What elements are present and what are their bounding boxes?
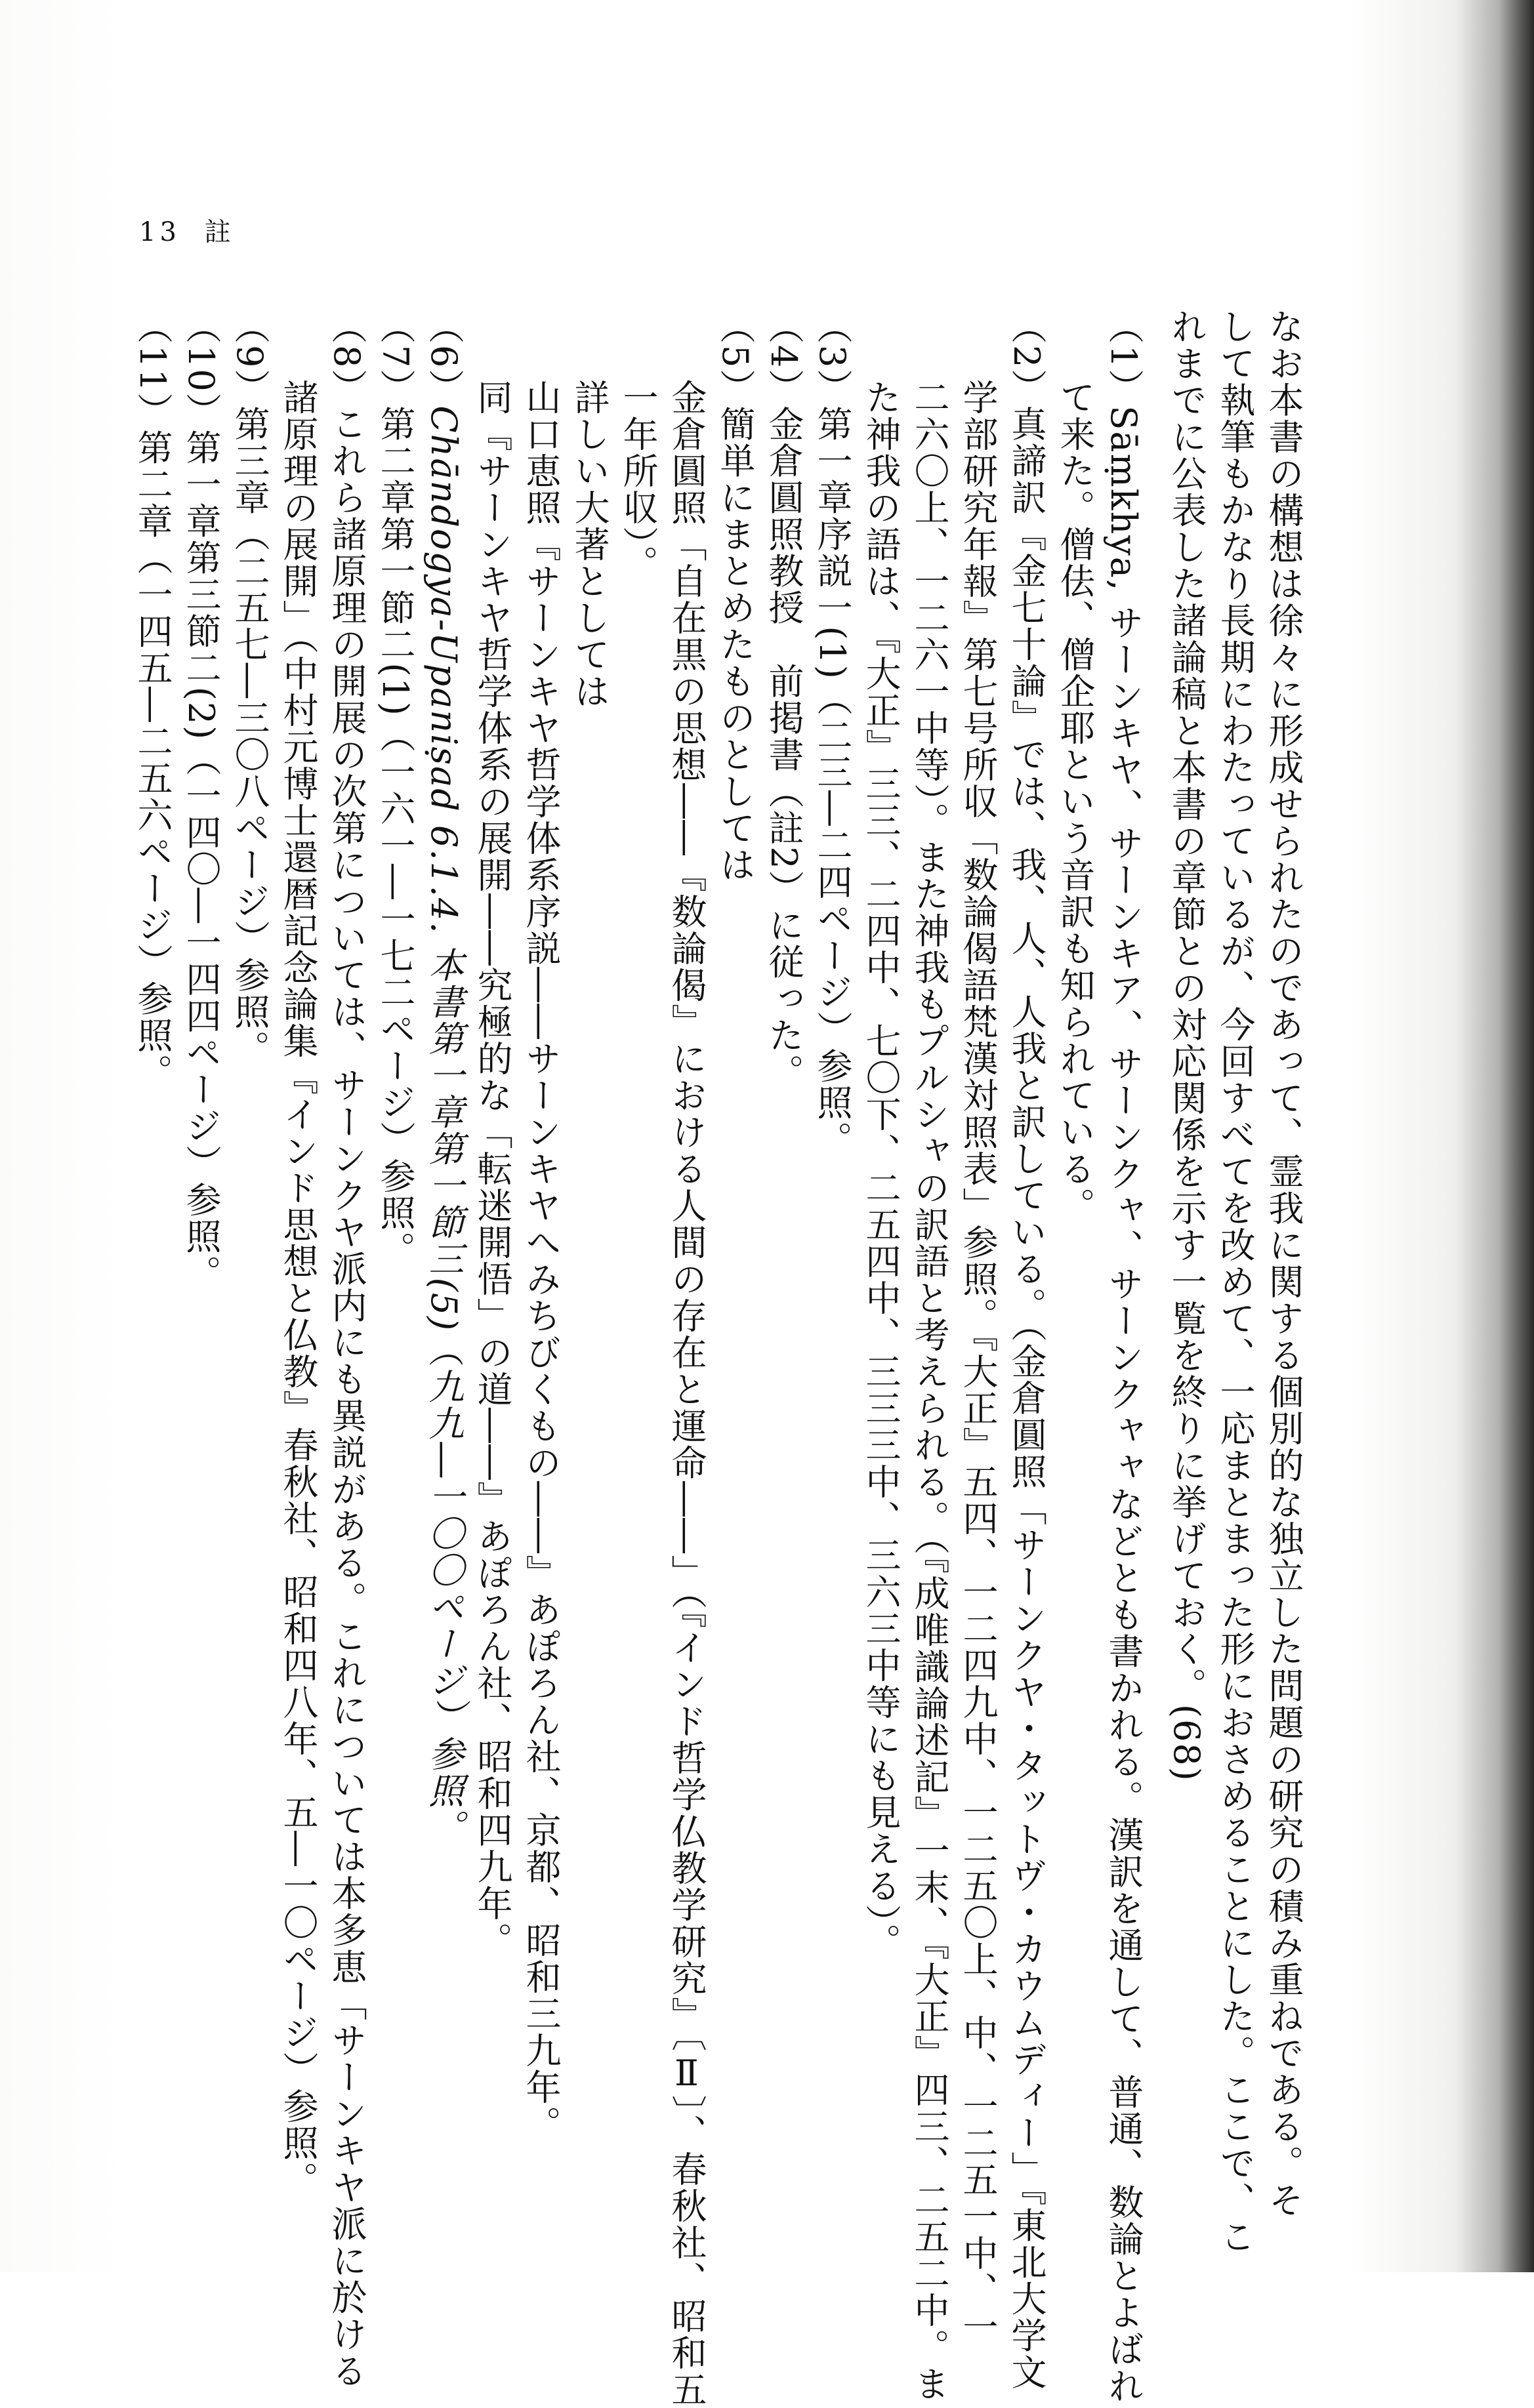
- note-5-line: 一年所収）。: [617, 379, 659, 582]
- note-label: （5）: [715, 308, 756, 406]
- note-4-line: [759, 308, 808, 2132]
- note-label: （10）: [180, 308, 222, 430]
- note-label: （9）: [229, 308, 270, 406]
- note-6-line: [419, 308, 468, 2132]
- vertical-text-block: [128, 308, 1308, 2408]
- page-number: 13: [139, 217, 180, 247]
- note-label: （1）: [1103, 308, 1144, 406]
- note-9-line: [225, 308, 274, 2132]
- note-text: 第一章第三節二(2)（一四〇―一四四ページ）参照。: [180, 429, 222, 1292]
- binding-shadow: [1455, 0, 1534, 2272]
- note-2-line: [1002, 308, 1050, 2391]
- note-2-line: 学部研究年報』第七号所収「数論偈語梵漢対照表」参照。『大正』五四、一二四九中、一二五〇上、中、一二五一中、一: [957, 379, 999, 2345]
- note-11-line: [128, 308, 176, 2132]
- note-1-line: て来た。僧佉、僧企耶という音訳も知られている。: [1054, 379, 1096, 1224]
- note-label: （4）: [763, 308, 804, 406]
- note-5-line: [711, 308, 759, 2132]
- note-8-line: 諸原理の展開」（中村元博士還暦記念論集『インド思想と仏教』春秋社、昭和四八年、五―一〇ページ）参照。: [278, 379, 319, 2198]
- note-text: Chāndogya-Upaniṣad 6.1.4. 本書第一章第一節三(5)（九九―一〇〇ページ）参照。: [423, 405, 465, 1847]
- note-2-line: 二六〇上、一二六一中等）。また神我もプルシャの訳語と考えられる。（『成唯識論述記』一末、『大正』四三、二五二中。ま: [909, 379, 950, 2402]
- note-10-line: [176, 308, 225, 2132]
- page-header: [139, 211, 235, 249]
- note-text: 第二章（一四五―二五六ページ）参照。: [132, 429, 173, 1091]
- note-label: （11）: [132, 308, 173, 430]
- note-label: （6）: [423, 308, 465, 406]
- body-line: なお本書の構想は徐々に形成せられたのであって、霊我に関する個別的な独立した問題の研究の積み重ねである。そ: [1263, 308, 1304, 2218]
- note-label: （2）: [1006, 308, 1047, 406]
- section-label: 註: [204, 217, 235, 247]
- note-1-line: [1099, 308, 1148, 2405]
- note-text: 第一章序説一(1)（二三―二四ページ）参照。: [812, 405, 853, 1158]
- note-text: 第三章（二五七―三〇八ページ）参照。: [229, 405, 270, 1067]
- note-label: （8）: [326, 308, 367, 406]
- note-text: 真諦訳『金七十論』では、我、人、人我と訳している。（金倉圓照「サーンクヤ・タットヴ・カウムディー」『東北大学文: [1006, 405, 1047, 2391]
- note-5-line: 金倉圓照「自在黒の思想――『数論偈』における人間の存在と運命――」（『インド哲学仏教学研究』〔Ⅱ〕、春秋社、昭和五: [666, 379, 707, 2408]
- note-8-line: [322, 308, 371, 2390]
- note-text: 簡単にまとめたものとしては: [715, 405, 756, 884]
- note-5-line: 同『サーンキヤ哲学体系の展開――究極的な「転迷開悟」の道――』あぽろん社、昭和四九年。: [472, 379, 513, 1959]
- note-text: 第二章第一節二(1)（一六一―一七二ページ）参照。: [375, 405, 416, 1268]
- note-text: これら諸原理の開展の次第については、サーンクヤ派内にも異説がある。これについては本多恵「サーンキヤ派に於ける: [326, 405, 367, 2390]
- note-2-line: た神我の語は、『大正』三三、二四中、七〇下、二五四中、三三三中、三六三中等にも見える）。: [860, 379, 902, 1960]
- note-text: 金倉圓照教授 前掲書（註2）に従った。: [763, 405, 804, 1091]
- note-5-line: 山口恵照『サーンキヤ哲学体系序説――サーンキヤへみちびくもの――』あぽろん社、京都、昭和三九年。: [520, 379, 562, 2142]
- note-5-line: 詳しい大著としては: [569, 379, 610, 710]
- note-3-line: [808, 308, 856, 2132]
- note-label: （7）: [375, 308, 416, 406]
- body-line: れまでに公表した諸論稿と本書の章節との対応関係を示す一覧を終りに挙げておく。(68): [1166, 308, 1207, 1782]
- note-7-line: [371, 308, 419, 2132]
- body-line: して執筆もかなり長期にわたっているが、今回すべてを改めて、一応まとまった形におさめることにした。ここで、こ: [1214, 308, 1256, 2255]
- note-label: （3）: [812, 308, 853, 406]
- note-text: Sāṃkhya, サーンキヤ、サーンキア、サーンクャ、サーンクャャなどとも書かれる。漢訳を通して、普通、数論とよばれ: [1103, 405, 1144, 2405]
